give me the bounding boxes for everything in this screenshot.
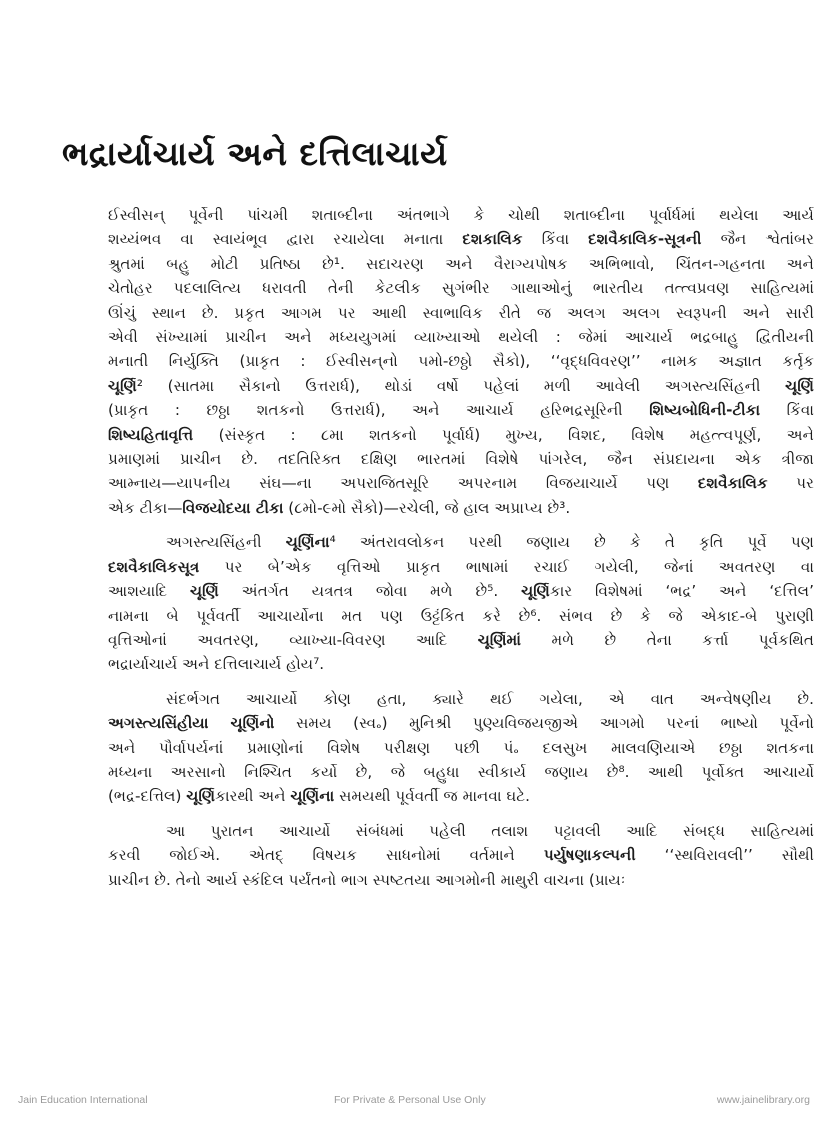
bold-term: દશવૈકાલિક-સૂત્રની xyxy=(588,230,702,249)
bold-term: ચૂર્ણિ xyxy=(521,582,550,601)
bold-term: દશકાલિક xyxy=(462,230,523,249)
article-body xyxy=(108,203,814,892)
text-line: ઊંચું સ્થાન છે. પ્રકૃત આગમ પર આથી સ્વાભાવિક રીતે જ અલગ અલગ સ્વરૂપની અને સારી xyxy=(108,303,814,322)
text-line: સંદર્ભગત આચાર્યો કોણ હતા, ક્યારે થઈ ગયેલા, એ વાત અન્વેષણીય છે. xyxy=(166,689,814,708)
bold-term: શિષ્યબોધિની-ટીકા xyxy=(649,401,761,420)
bold-term: દશવૈકાલિક xyxy=(697,474,768,493)
bold-term: ચૂર્ણિ xyxy=(785,376,814,395)
footer-website-link[interactable]: www.jainelibrary.org xyxy=(716,1094,810,1106)
text-line: નામના બે પૂર્વવર્તી આચાર્યોના મત પણ ઉટ્ટંકિત કરે છે⁶. સંભવ છે કે જે એકાદ-બે પુરાણી xyxy=(108,606,814,625)
text-line: (પ્રાકૃત : છઠ્ઠા શતકનો ઉત્તરાર્ધ), અને આચાર્ય હરિભદ્રસૂરિની શિષ્યબોધિની-ટીકા કિંવા xyxy=(108,401,815,420)
text-line: અગસ્ત્યસિંહીયા ચૂર્ણિનો સમય (સ્વ૰) મુનિશ્રી પુણ્યવિજયજીએ આગમો પરનાં ભાષ્યો પૂર્વેનો xyxy=(108,714,814,733)
text-line: શિષ્યહિતાવૃત્તિ (સંસ્કૃત : ૮મા શતકનો પૂર્વાર્ધ) મુખ્ય, વિશદ, વિશેષ મહત્ત્વપૂર્ણ, અને xyxy=(108,425,814,444)
bold-term: ચૂર્ણિના xyxy=(290,787,335,806)
paragraph-3 xyxy=(108,687,814,809)
text-line: કરવી જોઈએ. એતદ્ વિષયક સાધનોમાં વર્તમાને પર્યુષણાકલ્પની ‘‘સ્થવિરાવલી’’ સૌથી xyxy=(108,846,814,865)
text-line: આશયાદિ ચૂર્ણિ અંતર્ગત યત્રતત્ર જોવા મળે છે⁵. ચૂર્ણિકાર વિશેષમાં ‘ભદ્ર’ અને ‘દત્તિલ’ xyxy=(108,582,814,601)
text-line: એક ટીકા—વિજયોદયા ટીકા (૮મો-૯મો સૈકો)—રચેલી, જે હાલ અપ્રાપ્ય છે³. xyxy=(108,498,571,517)
text-line: મનાતી નિર્યુક્તિ (પ્રાકૃત : ઈસ્વીસન્‌નો ૫મો-છઠ્ઠો સૈકો), ‘‘વૃદ્ધવિવરણ’’ નામક અજ્ઞાત કર્તૃક xyxy=(108,352,814,371)
text-line: પ્રમાણમાં પ્રાચીન છે. તદતિરિક્ત દક્ષિણ ભારતમાં વિશેષે પાંગરેલ, જૈન સંપ્રદાયના એક ત્રીજા xyxy=(108,450,814,469)
text-line: ઈસ્વીસન્ પૂર્વેની પાંચમી શતાબ્દીના અંતભાગે કે ચોથી શતાબ્દીના પૂર્વાર્ધમાં થયેલા આર્ય xyxy=(108,206,814,224)
text-line: ભદ્રાર્યાચાર્ય અને દત્તિલાચાર્ય હોય⁷. xyxy=(108,655,325,674)
paragraph-2 xyxy=(108,530,814,676)
bold-term: ચૂર્ણિ xyxy=(189,582,219,601)
text-line: વૃત્તિઓનાં અવતરણ, વ્યાખ્યા-વિવરણ આદિ ચૂર્ણિમાં મળે છે તેના કર્ત્તા પૂર્વકથિત xyxy=(108,630,814,649)
page-title: ભદ્રાર્યાચાર્ય અને દત્તિલાચાર્ય xyxy=(62,134,448,174)
text-line: અગસ્ત્યસિંહની ચૂર્ણિના⁴ અંતરાવલોકન પરથી જણાય છે કે તે કૃતિ પૂર્વે પણ xyxy=(166,533,814,552)
text-line: અને પૌર્વાપર્યનાં પ્રમાણોનાં વિશેષ પરીક્ષણ પછી પં૰ દલસુખ માલવણિયાએ છઠ્ઠા શતકના xyxy=(108,738,814,757)
bold-term: પર્યુષણાકલ્પની xyxy=(543,846,636,865)
text-line: શય્યંભવ વા સ્વાયંભૂવ દ્વારા રચાયેલા મનાતા દશકાલિક કિંવા દશવૈકાલિક-સૂત્રની જૈન શ્વેતાંબર xyxy=(108,230,814,249)
bold-term: ચૂર્ણિમાં xyxy=(477,630,522,649)
text-line: શ્રુતમાં બહુ મોટી પ્રતિષ્ઠા છે¹. સદાચરણ અને વૈરાગ્યપોષક અભિભાવો, ચિંતન-ગહનતા અને xyxy=(108,254,814,273)
bold-term: દશવૈકાલિકસૂત્ર xyxy=(108,557,200,576)
text-line: ચૂર્ણિ² (સાતમા સૈકાનો ઉત્તરાર્ધ), થોડાં વર્ષો પહેલાં મળી આવેલી અગસ્ત્યસિંહની ચૂર્ણિ xyxy=(108,376,814,395)
paragraph-4 xyxy=(108,819,814,892)
text-line: આમ્નાય—યાપનીય સંઘ—ના અપરાજિતસૂરિ અપરનામ વિજયાચાર્યે પણ દશવૈકાલિક પર xyxy=(108,474,814,493)
bold-term: ચૂર્ણિ xyxy=(108,376,137,395)
paragraph-1 xyxy=(108,203,814,520)
bold-term: ચૂર્ણિ xyxy=(186,787,216,806)
text-line: (ભદ્ર-દત્તિલ) ચૂર્ણિકારથી અને ચૂર્ણિના સમયથી પૂર્વવર્તી જ માનવા ઘટે. xyxy=(108,787,530,806)
text-line: દશવૈકાલિકસૂત્ર પર બે’એક વૃત્તિઓ પ્રાકૃત ભાષામાં રચાઈ ગયેલી, જેનાં અવતરણ વા xyxy=(108,557,814,576)
bold-term: અગસ્ત્યસિંહીયા ચૂર્ણિનો xyxy=(108,714,275,733)
text-line: આ પુરાતન આચાર્યો સંબંધમાં પહેલી તલાશ પટ્ટાવલી આદિ સંબદ્ધ સાહિત્યમાં xyxy=(166,821,814,840)
bold-term: વિજયોદયા ટીકા xyxy=(182,498,284,517)
footer-usage-notice: For Private & Personal Use Only xyxy=(334,1094,486,1106)
text-line: એવી સંખ્યામાં પ્રાચીન અને મધ્યયુગમાં વ્યાખ્યાઓ થયેલી : જેમાં આચાર્ય ભદ્રબાહુ દ્વિતીયની xyxy=(108,328,814,347)
text-line: મધ્યના અરસાનો નિશ્ચિત કર્યો છે, જે બહુધા સ્વીકાર્ય જણાય છે⁸. આથી પૂર્વોક્ત આચાર્યો xyxy=(108,762,814,781)
text-line: ચેતોહર પદલાલિત્ય ધરાવતી તેની કેટલીક સુગંભીર ગાથાઓનું ભારતીય તત્ત્વપ્રવણ સાહિત્યમાં xyxy=(108,279,814,298)
bold-term: ચૂર્ણિના xyxy=(285,533,330,552)
footer-publisher: Jain Education International xyxy=(18,1094,148,1106)
bold-term: શિષ્યહિતાવૃત્તિ xyxy=(108,425,194,444)
text-line: પ્રાચીન છે. તેનો આર્ય સ્કંદિલ પર્યંતનો ભાગ સ્પષ્ટતયા આગમોની માથુરી વાચના (પ્રાયઃ xyxy=(108,870,626,889)
